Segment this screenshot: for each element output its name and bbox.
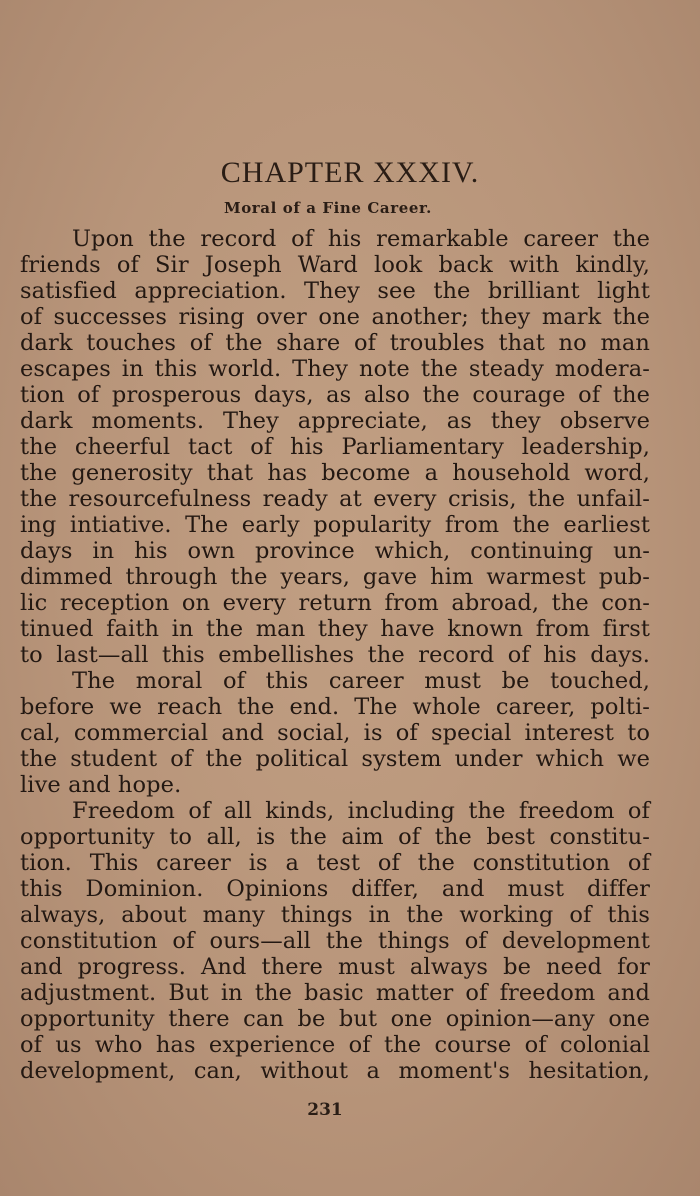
text-line: the generosity that has become a household word, [20,460,650,486]
text-line: The moral of this career must be touched, [72,668,650,694]
text-line: the resourcefulness ready at every crisis, the unfail- [20,486,650,512]
text-line: escapes in this world. They note the steady modera- [20,356,650,382]
text-line: this Dominion. Opinions differ, and must differ [20,876,650,902]
text-line: cal, commercial and social, is of special interest to [20,720,650,746]
text-line: and progress. And there must always be need for [20,954,650,980]
text-line: the cheerful tact of his Parliamentary leadership, [20,434,650,460]
text-line: opportunity there can be but one opinion—any one [20,1006,650,1032]
text-line: of us who has experience of the course of colonial [20,1032,650,1058]
text-line: satisfied appreciation. They see the brilliant light [20,278,650,304]
text-line: ing intiative. The early popularity from the earliest [20,512,650,538]
text-line: tion of prosperous days, as also the courage of the [20,382,650,408]
text-line: opportunity to all, is the aim of the best constitu- [20,824,650,850]
text-line: Freedom of all kinds, including the freedom of [72,798,650,824]
chapter-subtitle: Moral of a Fine Career. [224,199,432,217]
text-line: dark touches of the share of troubles that no man [20,330,650,356]
text-line: always, about many things in the working of this [20,902,650,928]
body-text [20,226,650,1084]
text-line: constitution of ours—all the things of development [20,928,650,954]
text-line: adjustment. But in the basic matter of freedom and [20,980,650,1006]
page-number: 231 [307,1100,343,1120]
text-line: dimmed through the years, gave him warmest pub- [20,564,650,590]
text-line: dark moments. They appreciate, as they observe [20,408,650,434]
text-line: live and hope. [20,772,182,798]
text-line: Upon the record of his remarkable career the [72,226,650,252]
chapter-title: CHAPTER XXXIV. [220,156,480,189]
text-line: development, can, without a moment's hesitation, [20,1058,650,1084]
text-line: the student of the political system under which we [20,746,650,772]
text-line: days in his own province which, continuing un- [20,538,650,564]
text-line: lic reception on every return from abroad, the con- [20,590,650,616]
text-line: to last—all this embellishes the record of his days. [20,642,650,668]
text-line: tion. This career is a test of the constitution of [20,850,650,876]
text-line: tinued faith in the man they have known from first [20,616,650,642]
text-line: friends of Sir Joseph Ward look back with kindly, [20,252,650,278]
text-line: before we reach the end. The whole career, polti- [20,694,650,720]
text-line: of successes rising over one another; they mark the [20,304,650,330]
